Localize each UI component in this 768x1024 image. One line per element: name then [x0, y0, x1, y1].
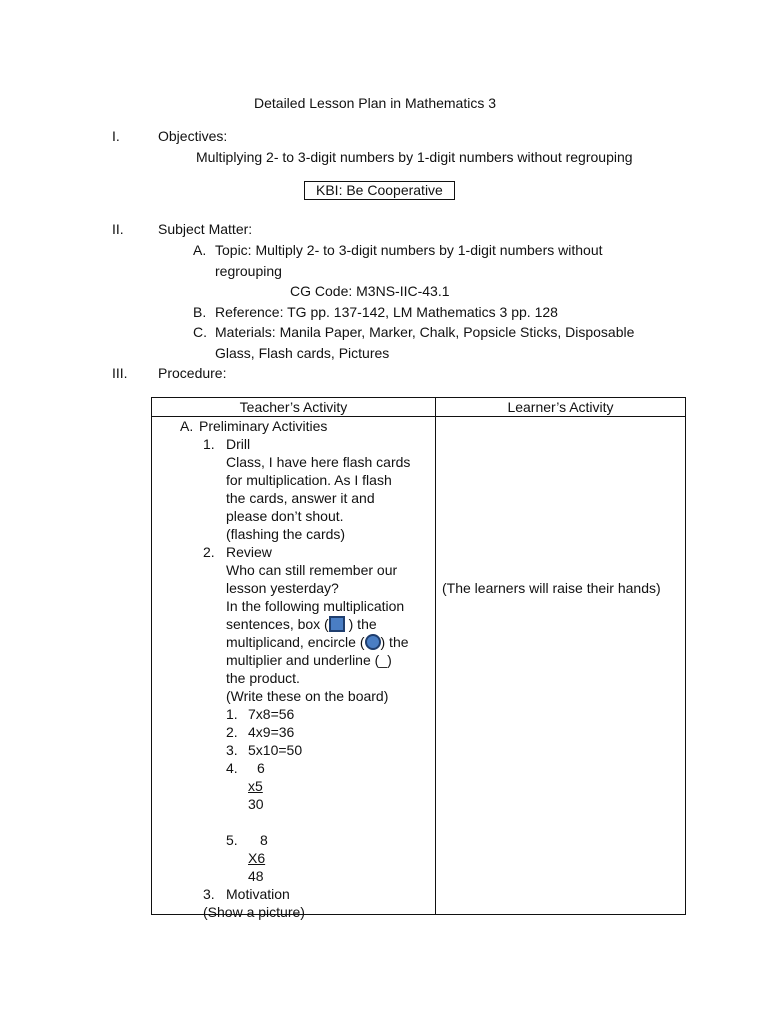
topic-line-2: regrouping — [215, 263, 282, 279]
problem-4-multiplier: x5 — [248, 778, 263, 794]
problem-number: 5. — [226, 832, 238, 848]
cg-code: CG Code: M3NS-IIC-43.1 — [290, 283, 450, 299]
prelim-heading: Preliminary Activities — [199, 418, 328, 434]
motivation-heading: Motivation — [226, 886, 290, 902]
problem-text: 7x8=56 — [248, 706, 295, 722]
drill-text-line: for multiplication. As I flash — [226, 472, 392, 488]
circle-instruction-a: multiplicand, encircle ( — [226, 634, 365, 650]
problem-number: 4. — [226, 760, 238, 776]
motivation-marker: 3. — [203, 886, 215, 902]
review-text-line: lesson yesterday? — [226, 580, 339, 596]
materials-line-1: Materials: Manila Paper, Marker, Chalk, Popsicle Sticks, Disposable — [215, 324, 635, 340]
procedure-table — [151, 397, 686, 920]
procedure-heading: Procedure: — [158, 365, 227, 381]
materials-line-2: Glass, Flash cards, Pictures — [215, 345, 390, 361]
box-instruction-a: sentences, box ( — [226, 616, 329, 632]
problem-4-product: 30 — [248, 796, 264, 812]
circle-icon — [365, 634, 381, 650]
motivation-text: (Show a picture) — [203, 904, 305, 920]
drill-text-line: the cards, answer it and — [226, 490, 375, 506]
review-text-line: Who can still remember our — [226, 562, 398, 578]
drill-heading: Drill — [226, 436, 251, 452]
circle-instruction-b: ) the — [380, 634, 409, 650]
box-instruction-line — [226, 615, 377, 633]
box-instruction-b: ) the — [344, 616, 377, 632]
page-title: Detailed Lesson Plan in Mathematics 3 — [254, 95, 497, 111]
review-text-line: multiplier and underline (_) — [226, 652, 392, 668]
review-text-line: In the following multiplication — [226, 598, 405, 614]
problem-5-multiplier: X6 — [248, 850, 266, 866]
review-heading: Review — [226, 544, 272, 560]
objectives-heading: Objectives: — [158, 128, 228, 144]
materials-marker: C. — [193, 324, 207, 340]
problem-text: 4x9=36 — [248, 724, 295, 740]
reference-text: Reference: TG pp. 137-142, LM Mathematics 3 pp. 128 — [215, 304, 558, 320]
review-marker: 2. — [203, 544, 215, 560]
review-text-line: the product. — [226, 670, 300, 686]
learner-activity-cell — [436, 417, 686, 915]
prelim-marker: A. — [180, 418, 194, 434]
topic-marker: A. — [193, 242, 207, 258]
kbi-box: KBI: Be Cooperative — [304, 181, 455, 200]
drill-text-line: Class, I have here flash cards — [226, 454, 411, 470]
problem-5-product: 48 — [248, 868, 264, 884]
section-numeral-subject-matter: II. — [112, 221, 124, 237]
problem-number: 1. — [226, 706, 238, 722]
learner-response: (The learners will raise their hands) — [442, 580, 661, 596]
problem-text: 5x10=50 — [248, 742, 303, 758]
square-box-icon — [329, 616, 345, 632]
learner-activity-header: Learner’s Activity — [436, 398, 686, 417]
topic-line-1: Topic: Multiply 2- to 3-digit numbers by 1-digit numbers without — [215, 242, 603, 258]
subject-matter-heading: Subject Matter: — [158, 221, 253, 237]
drill-marker: 1. — [203, 436, 215, 452]
problem-5-top: 8 — [260, 832, 268, 848]
problem-number: 2. — [226, 724, 238, 740]
teacher-activity-cell — [152, 417, 436, 920]
teacher-activity-header: Teacher’s Activity — [152, 398, 436, 417]
drill-text-line: please don’t shout. — [226, 508, 344, 524]
problem-number: 3. — [226, 742, 238, 758]
reference-marker: B. — [193, 304, 207, 320]
objectives-text: Multiplying 2- to 3-digit numbers by 1-digit numbers without regrouping — [196, 149, 633, 165]
problem-4-top: 6 — [257, 760, 265, 776]
drill-text-line: (flashing the cards) — [226, 526, 346, 542]
section-numeral-procedure: III. — [112, 365, 128, 381]
section-numeral-objectives: I. — [112, 128, 120, 144]
review-text-line: (Write these on the board) — [226, 688, 389, 704]
circle-instruction-line — [226, 633, 409, 651]
